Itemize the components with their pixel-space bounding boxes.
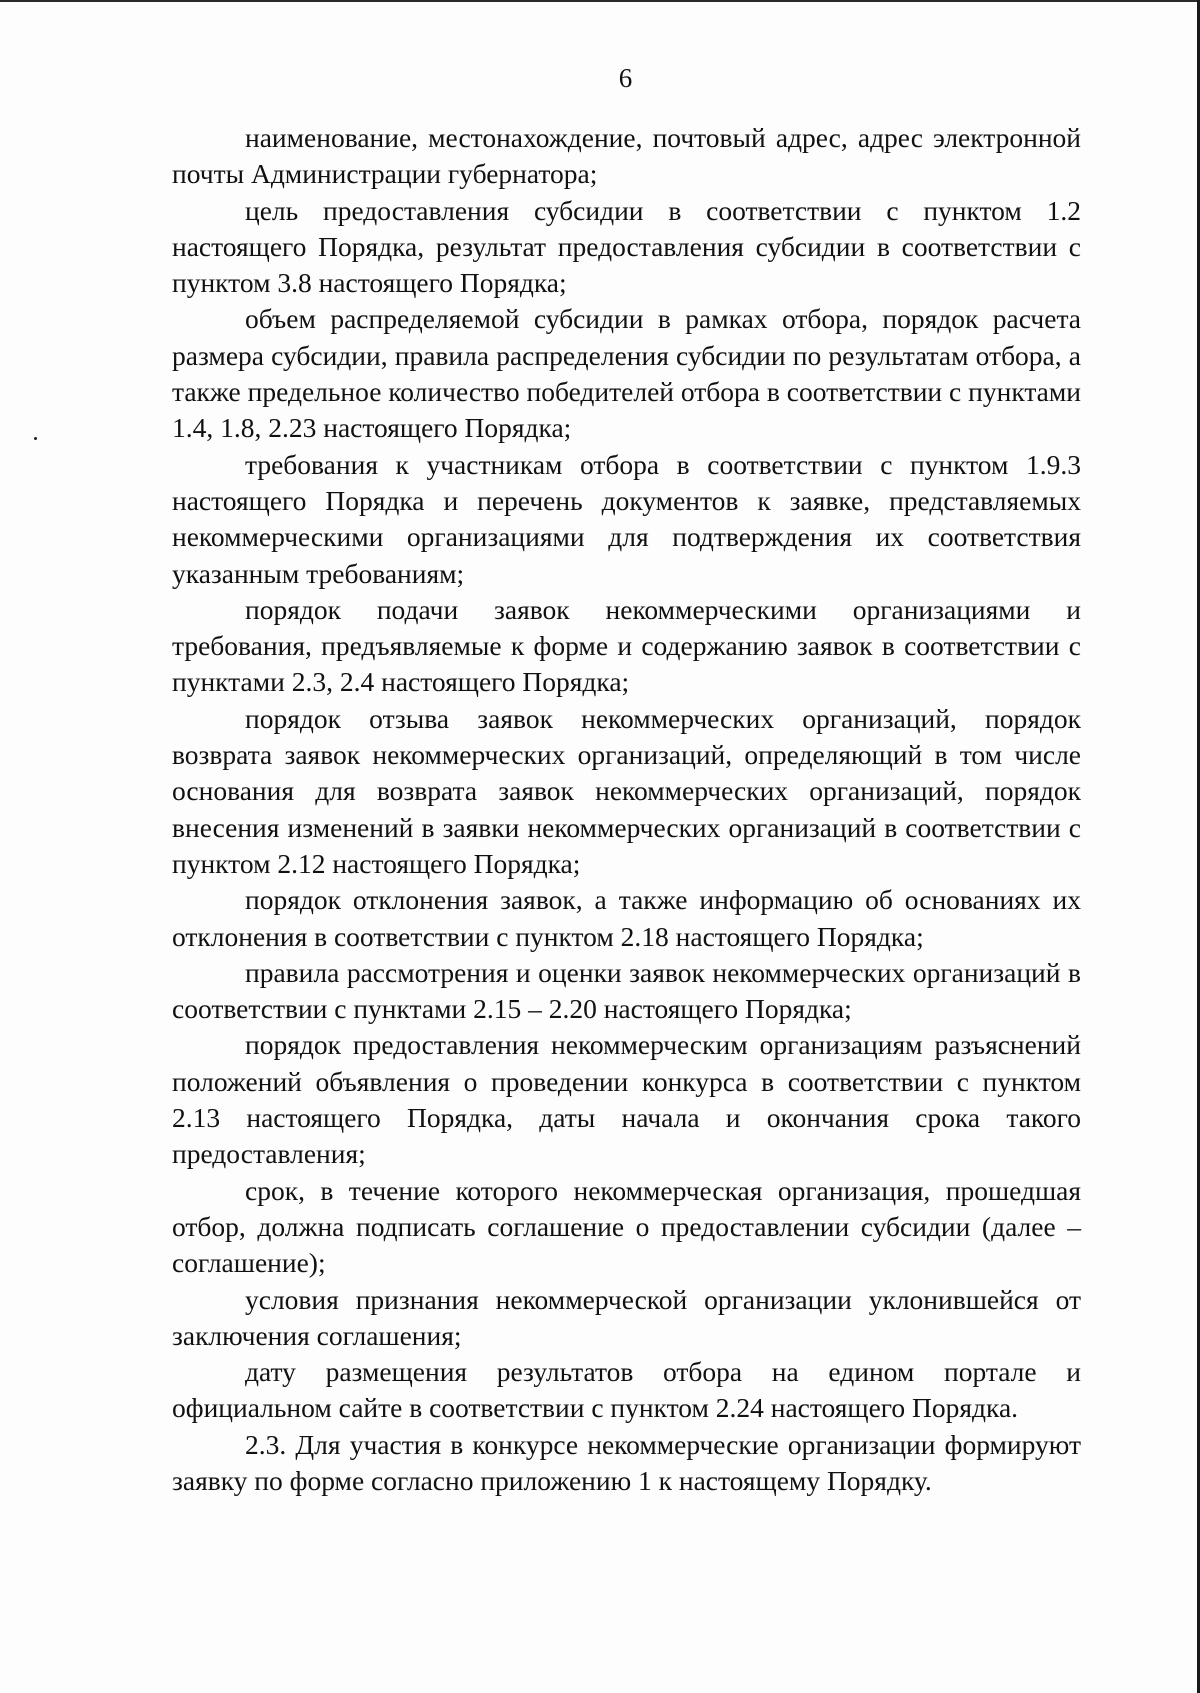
page-number: 6 — [618, 63, 633, 93]
paragraph-clarifications: порядок предоставления некоммерческим организациям разъяснений положений объявления о проведении конкурса в соответствии с пунктом 2.13 настоящего Порядка, даты начала и окончания срока такого предоставления; — [172, 1029, 1081, 1170]
paragraph-evasion-conditions: условия признания некоммерческой организации уклонившейся от заключения соглашения; — [172, 1283, 1081, 1351]
paragraph-results-publication: дату размещения результатов отбора на едином портале и официальном сайте в соответствии с пунктом 2.24 настоящего Порядка. — [172, 1356, 1081, 1424]
paragraph-evaluation-rules: правила рассмотрения и оценки заявок некоммерческих организаций в соответствии с пунктами 2.15 – 2.20 настоящего Порядка; — [172, 956, 1081, 1025]
paragraph-application-submission: порядок подачи заявок некоммерческими организациями и требования, предъявляемые к форме и содержанию заявок в соответствии с пунктами 2.3, 2.4 настоящего Порядка; — [172, 593, 1081, 698]
paragraph-clause-2-3: 2.3. Для участия в конкурсе некоммерческие организации формируют заявку по форме согласно приложению 1 к настоящему Порядку. — [172, 1428, 1081, 1496]
paragraph-application-rejection: порядок отклонения заявок, а также информацию об основаниях их отклонения в соответствии с пунктом 2.18 настоящего Порядка; — [172, 884, 1081, 952]
paragraph-subsidy-volume: объем распределяемой субсидии в рамках отбора, порядок расчета размера субсидии, правила распределения субсидии по результатам отбора, а также предельное количество победителей отбора в соответствии с пунктами 1.4, 1.8, 2.23 настоящего Порядка; — [172, 303, 1081, 444]
paragraph-signing-deadline: срок, в течение которого некоммерческая организация, прошедшая отбор, должна подписать соглашение о предоставлении субсидии (далее – соглашение); — [172, 1174, 1081, 1279]
scan-speck — [34, 437, 37, 440]
paragraph-application-withdrawal: порядок отзыва заявок некоммерческих организаций, порядок возврата заявок некоммерческих организаций, определяющий в том числе основания для возврата заявок некоммерческих организаций, порядок внесения изменений в заявки некоммерческих организаций в соответствии с пунктом 2.12 настоящего Порядка; — [172, 702, 1081, 879]
paragraph-subsidy-purpose: цель предоставления субсидии в соответствии с пунктом 1.2 настоящего Порядка, результат предоставления субсидии в соответствии с пунктом 3.8 настоящего Порядка; — [172, 194, 1081, 299]
paragraph-participant-requirements: требования к участникам отбора в соответствии с пунктом 1.9.3 настоящего Порядка и перечень документов к заявке, представляемых некоммерческими организациями для подтверждения их соответствия указанным требованиям; — [172, 448, 1081, 589]
scan-top-edge — [0, 0, 1200, 2]
document-body — [172, 120, 1081, 1499]
paragraph-organizer-info: наименование, местонахождение, почтовый адрес, адрес электронной почты Администрации губернатора; — [172, 122, 1081, 190]
